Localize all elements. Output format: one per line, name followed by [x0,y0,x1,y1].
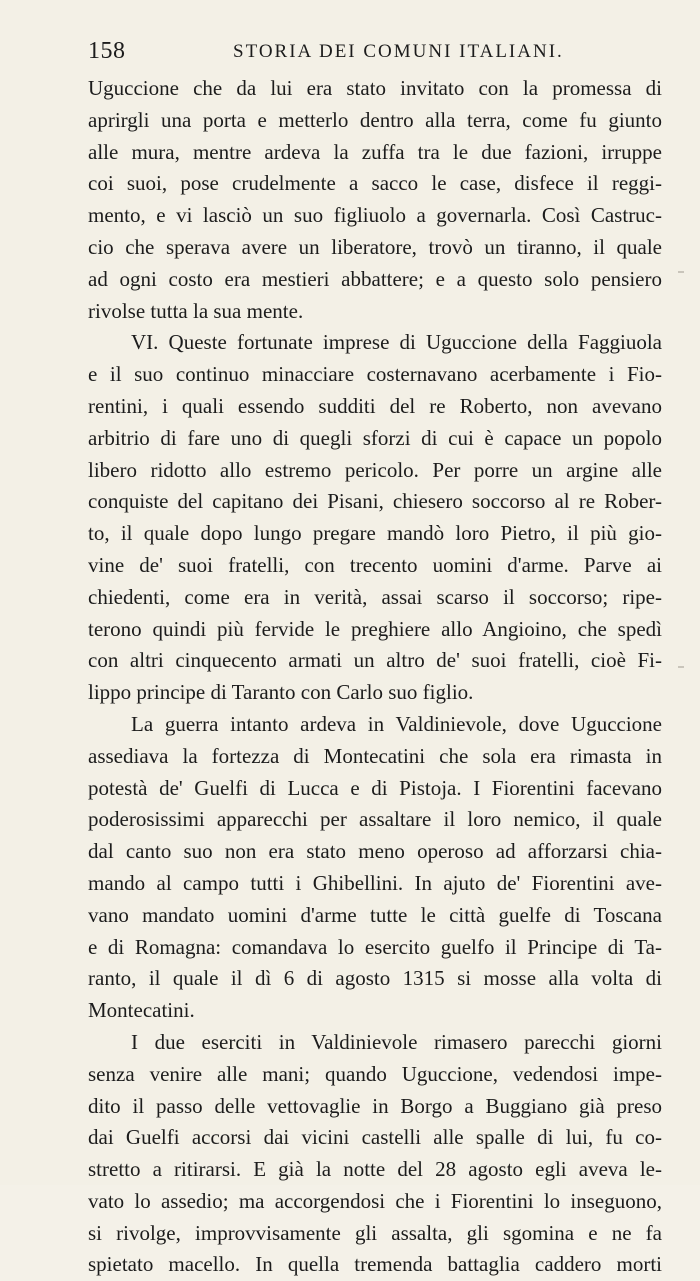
text-line: e di Romagna: comandava lo esercito guelfo il Principe di Ta- [88,934,662,959]
text-line: poderosissimi apparecchi per assaltare il loro nemico, il quale [88,807,662,832]
text-line: alle mura, mentre ardeva la zuffa tra le due fazioni, irruppe [88,139,662,164]
text-line: chiedenti, come era in verità, assai scarso il soccorso; ripe- [88,584,662,609]
text-line: coi suoi, pose crudelmente a sacco le case, disfece il reggi- [88,171,662,196]
page-header [88,38,674,72]
text-line: rivolse tutta la sua mente. [88,298,304,323]
text-line: dito il passo delle vettovaglie in Borgo a Buggiano già preso [88,1093,662,1118]
text-line: libero ridotto allo estremo pericolo. Per porre un argine alle [88,457,662,482]
text-line: lippo principe di Taranto con Carlo suo figlio. [88,680,474,705]
text-line: conquiste del capitano dei Pisani, chiesero soccorso al re Rober- [88,489,662,514]
text-line: si rivolge, improvvisamente gli assalta, gli sgomina e ne fa [88,1220,662,1245]
text-line: vato lo assedio; ma accorgendosi che i Fiorentini lo inseguono, [88,1188,662,1213]
text-line: con altri cinquecento armati un altro de' suoi fratelli, cioè Fi- [88,648,662,673]
text-line: assediava la fortezza di Montecatini che sola era rimasta in [88,743,662,768]
text-line: terono quindi più fervide le preghiere allo Angioino, che spedì [88,616,662,641]
text-line: vine de' suoi fratelli, con trecento uomini d'arme. Parve ai [88,552,662,577]
body-text [88,73,662,1281]
text-line: I due eserciti in Valdinievole rimasero parecchi giorni [131,1029,662,1054]
text-line: mento, e vi lasciò un suo figliuolo a governarla. Così Castruc- [88,203,662,228]
text-line: aprirgli una porta e metterlo dentro alla terra, come fu giunto [88,107,662,132]
text-line: ad ogni costo era mestieri abbattere; e a questo solo pensiero [88,266,662,291]
text-line: Uguccione che da lui era stato invitato con la promessa di [88,76,662,100]
text-line: e il suo continuo minacciare costernavano acerbamente i Fio- [88,362,662,387]
text-line: stretto a ritirarsi. E già la notte del 28 agosto egli aveva le- [88,1157,662,1182]
text-line: to, il quale dopo lungo pregare mandò loro Pietro, il più gio- [88,521,662,546]
text-line: dal canto suo non era stato meno operoso ad afforzarsi chia- [88,839,662,864]
margin-mark [678,271,684,273]
text-line: cio che sperava avere un liberatore, trovò un tiranno, il quale [88,234,662,259]
text-line: ranto, il quale il dì 6 di agosto 1315 si mosse alla volta di [88,966,662,991]
text-line: arbitrio di fare uno di quegli sforzi di cui è capace un popolo [88,425,662,450]
text-line: dai Guelfi accorsi dai vicini castelli alle spalle di lui, fu co- [88,1125,662,1150]
text-line: potestà de' Guelfi di Lucca e di Pistoja. I Fiorentini facevano [88,775,662,800]
text-line: spietato macello. In quella tremenda battaglia caddero morti [88,1252,662,1277]
text-line: vano mandato uomini d'arme tutte le città guelfe di Toscana [88,902,662,927]
page-number: 158 [88,38,126,64]
margin-mark [678,666,684,668]
text-line: VI. Queste fortunate imprese di Uguccione della Faggiuola [131,330,662,355]
running-title: STORIA DEI COMUNI ITALIANI. [233,41,564,62]
text-line: Montecatini. [88,998,195,1023]
text-line: La guerra intanto ardeva in Valdinievole, dove Uguccione [131,711,662,736]
text-line: rentini, i quali essendo sudditi del re Roberto, non avevano [88,393,662,418]
text-line: senza venire alle mani; quando Uguccione, vedendosi impe- [88,1061,662,1086]
text-line: mando al campo tutti i Ghibellini. In ajuto de' Fiorentini ave- [88,870,662,895]
